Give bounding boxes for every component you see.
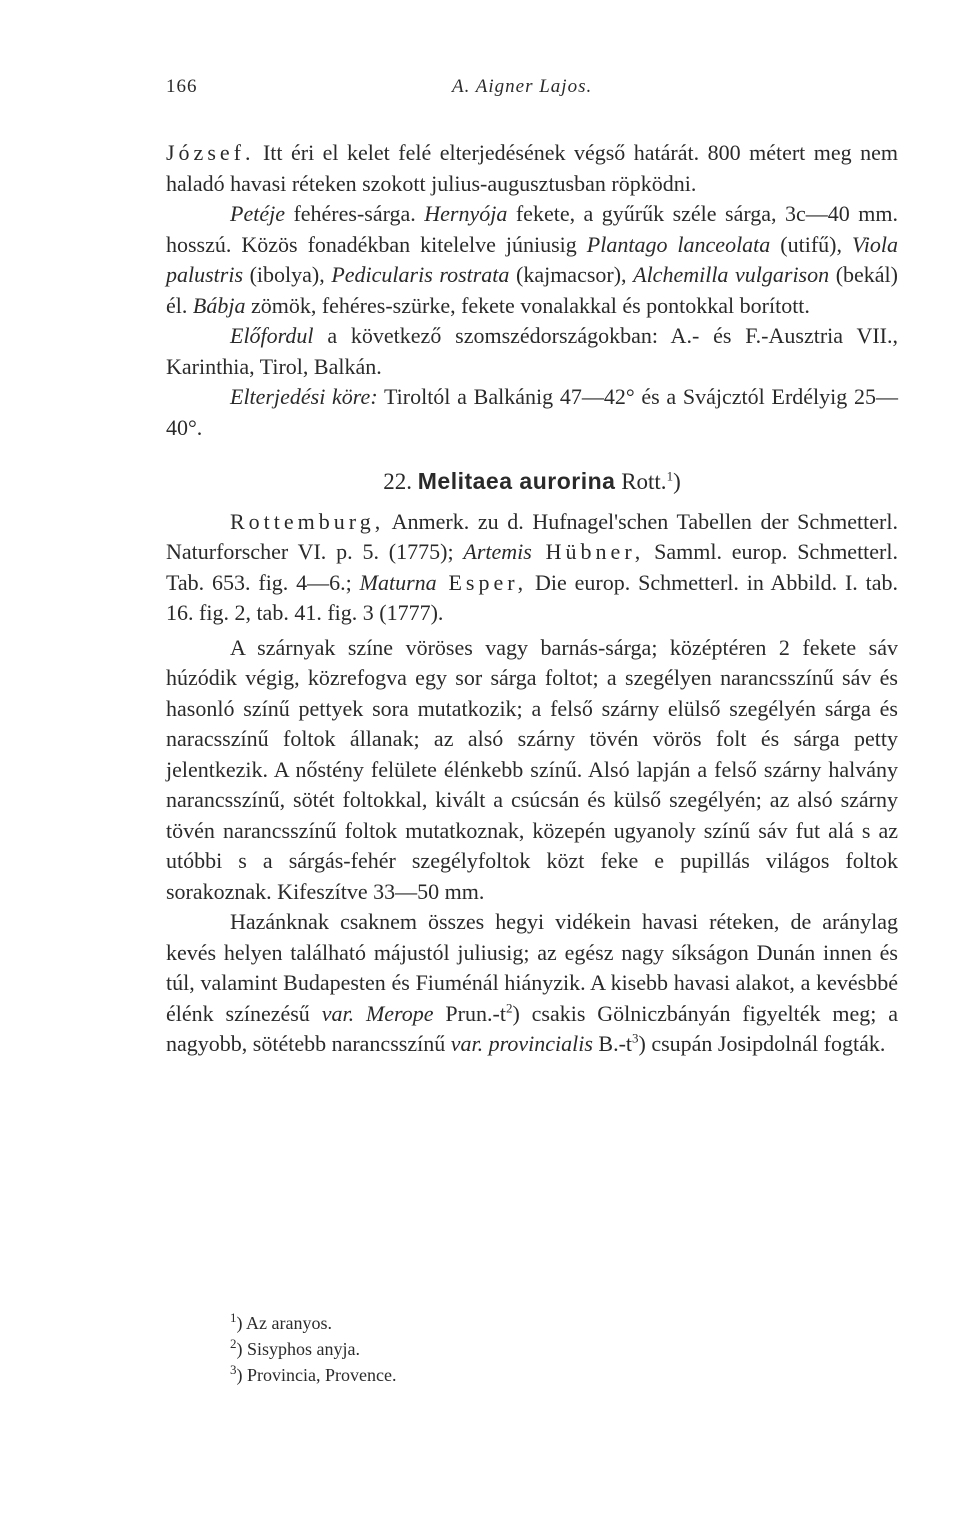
text-run: Die europ. Schmetterl. in Abbild. I. tab. 16. fig. 2, tab. 41. fig. 3 (1777).: [166, 569, 899, 625]
text-run: fehéres-sárga.: [284, 201, 425, 226]
synonym-name: Artemis: [463, 539, 532, 564]
text-run: (kajmacsor),: [509, 262, 634, 287]
text-run: Anmerk. zu d. Hufnagel'schen Tabellen der Schmetterl. Naturforscher VI. p. 5. (1775);: [166, 508, 898, 564]
term-range: Elterjedési köre:: [230, 384, 378, 409]
term-pupa: Bábja: [192, 292, 246, 318]
plant-name: Plantago lanceolata: [586, 231, 771, 257]
text-run: (ibolya),: [243, 262, 332, 287]
term-occurrence: Előfordul: [230, 323, 314, 348]
footnotes: [230, 1310, 396, 1388]
footnote: [230, 1362, 396, 1388]
paragraph-occurrence: [166, 321, 898, 382]
species-title: [166, 466, 898, 498]
paragraph-egg-larva: [166, 199, 898, 321]
text-run: Hazánknak csaknem összes hegyi vidékein havasi réteken, de aránylag kevés helyen található májustól juliusig; az egész nagy síkságon Dunán innen és túl, valamint Budapesten és Fiuménál hiányzik. A kisebb havasi alakot, a kevésbbé élénk színezésű: [166, 909, 898, 1026]
paragraph-range: [166, 382, 898, 443]
paragraph-description: A szárnyak színe vöröses vagy barnás-sárga; középtéren 2 fekete sáv húzódik végig, közrefogva egy sor sárga foltot; a szegélyen narancsszínű sáv és hasonló színű pettyek sora mutatkozik; a felső szárny elülső szegélyén sárga és naracsszínű foltok állanak; az alsó szárny tövén vörös folt és sárga petty jelentkezik. A nőstény felülete élénkebb színű. Alsó lapján a felső szárny halvány narancsszínű, sötét foltokkal, kivált a csúcsán és külső szegélyén; az alsó szárny tövén narancsszínű foltok mutatkoznak, közepén ugyanoly színű sáv fut alá s az utóbbi s a sárgás-fehér szegélyfoltok közt feke e pupillás világos foltok sorakoznak. Kifeszítve 33—50 mm.: [166, 634, 898, 904]
author-name: József.: [166, 140, 255, 165]
footnote-marker: 1: [666, 468, 674, 484]
synonym-name: Maturna: [359, 569, 437, 595]
text-run: Samml. europ. Schmetterl. Tab. 653. fig. 4—6.;: [166, 539, 898, 595]
footnote-marker: 2: [505, 1000, 513, 1016]
footnote: [230, 1336, 396, 1362]
footnote-number: 3: [230, 1362, 237, 1377]
variety-name: var. provincialis: [450, 1031, 593, 1056]
plant-name: Viola palustris: [166, 231, 898, 287]
author-name: Esper,: [436, 569, 528, 595]
title-close: ): [673, 469, 681, 494]
text-run: (utifű),: [770, 231, 852, 257]
paragraph-references: [166, 507, 898, 629]
main-text: [166, 138, 898, 1060]
species-name: Melitaea aurorina: [417, 468, 616, 494]
author-name: Hübner,: [531, 539, 645, 564]
text-run: Tiroltól a Balkánig 47—42° és a Svájcztól Erdélyig 25—40°.: [166, 384, 898, 440]
footnote-text: ) Az aranyos.: [236, 1313, 332, 1333]
paragraph-jozsef: [166, 138, 898, 199]
species-number: 22.: [383, 469, 412, 494]
footnote-text: ) Sisyphos anyja.: [236, 1339, 360, 1359]
text-run: fekete, a gyűrűk széle sárga, 3c—40 mm. hosszú. Közös fonadékban kitelelve júniusig: [166, 201, 898, 257]
text-run: Prun.-t: [433, 1000, 506, 1026]
plant-name: Alchemilla vulgarison: [633, 262, 830, 287]
text-run: B.-t: [592, 1031, 633, 1056]
plant-name: Pedicularis rostrata: [331, 262, 510, 287]
author-name: Rottemburg,: [230, 508, 385, 534]
page-number: 166: [166, 76, 198, 97]
footnote: [230, 1310, 396, 1336]
term-egg: Petéje: [230, 201, 285, 226]
footnote-marker: 3: [632, 1030, 639, 1046]
paragraph-distribution: [166, 907, 898, 1060]
text-run: zömök, fehéres-szürke, fekete vonalakkal és pontokkal borított.: [245, 292, 810, 318]
footnote-number: 1: [230, 1310, 237, 1325]
page-header: [166, 76, 898, 106]
species-author: Rott.: [621, 469, 667, 494]
term-larva: Hernyója: [424, 201, 508, 226]
text-run: ) csupán Josipdolnál fogták.: [638, 1031, 886, 1056]
footnote-text: ) Provincia, Provence.: [236, 1365, 397, 1385]
text-run: a következő szomszédországokban: A.- és F.-Ausztria VII., Karinthia, Tirol, Balkán.: [166, 323, 898, 379]
text-run: ) csakis Gölniczbányán figyelték meg; a nagyobb, sötétebb narancsszínű: [166, 1000, 899, 1056]
text-run: (bekál) él.: [166, 262, 898, 318]
text-run: Itt éri el kelet felé elterjedésének végső határát. 800 métert meg nem haladó havasi réteken szokott julius-augusztusban röpködni.: [166, 140, 898, 196]
variety-name: var. Merope: [321, 1000, 434, 1026]
footnote-number: 2: [230, 1336, 237, 1351]
running-head: A. Aigner Lajos.: [452, 76, 593, 97]
